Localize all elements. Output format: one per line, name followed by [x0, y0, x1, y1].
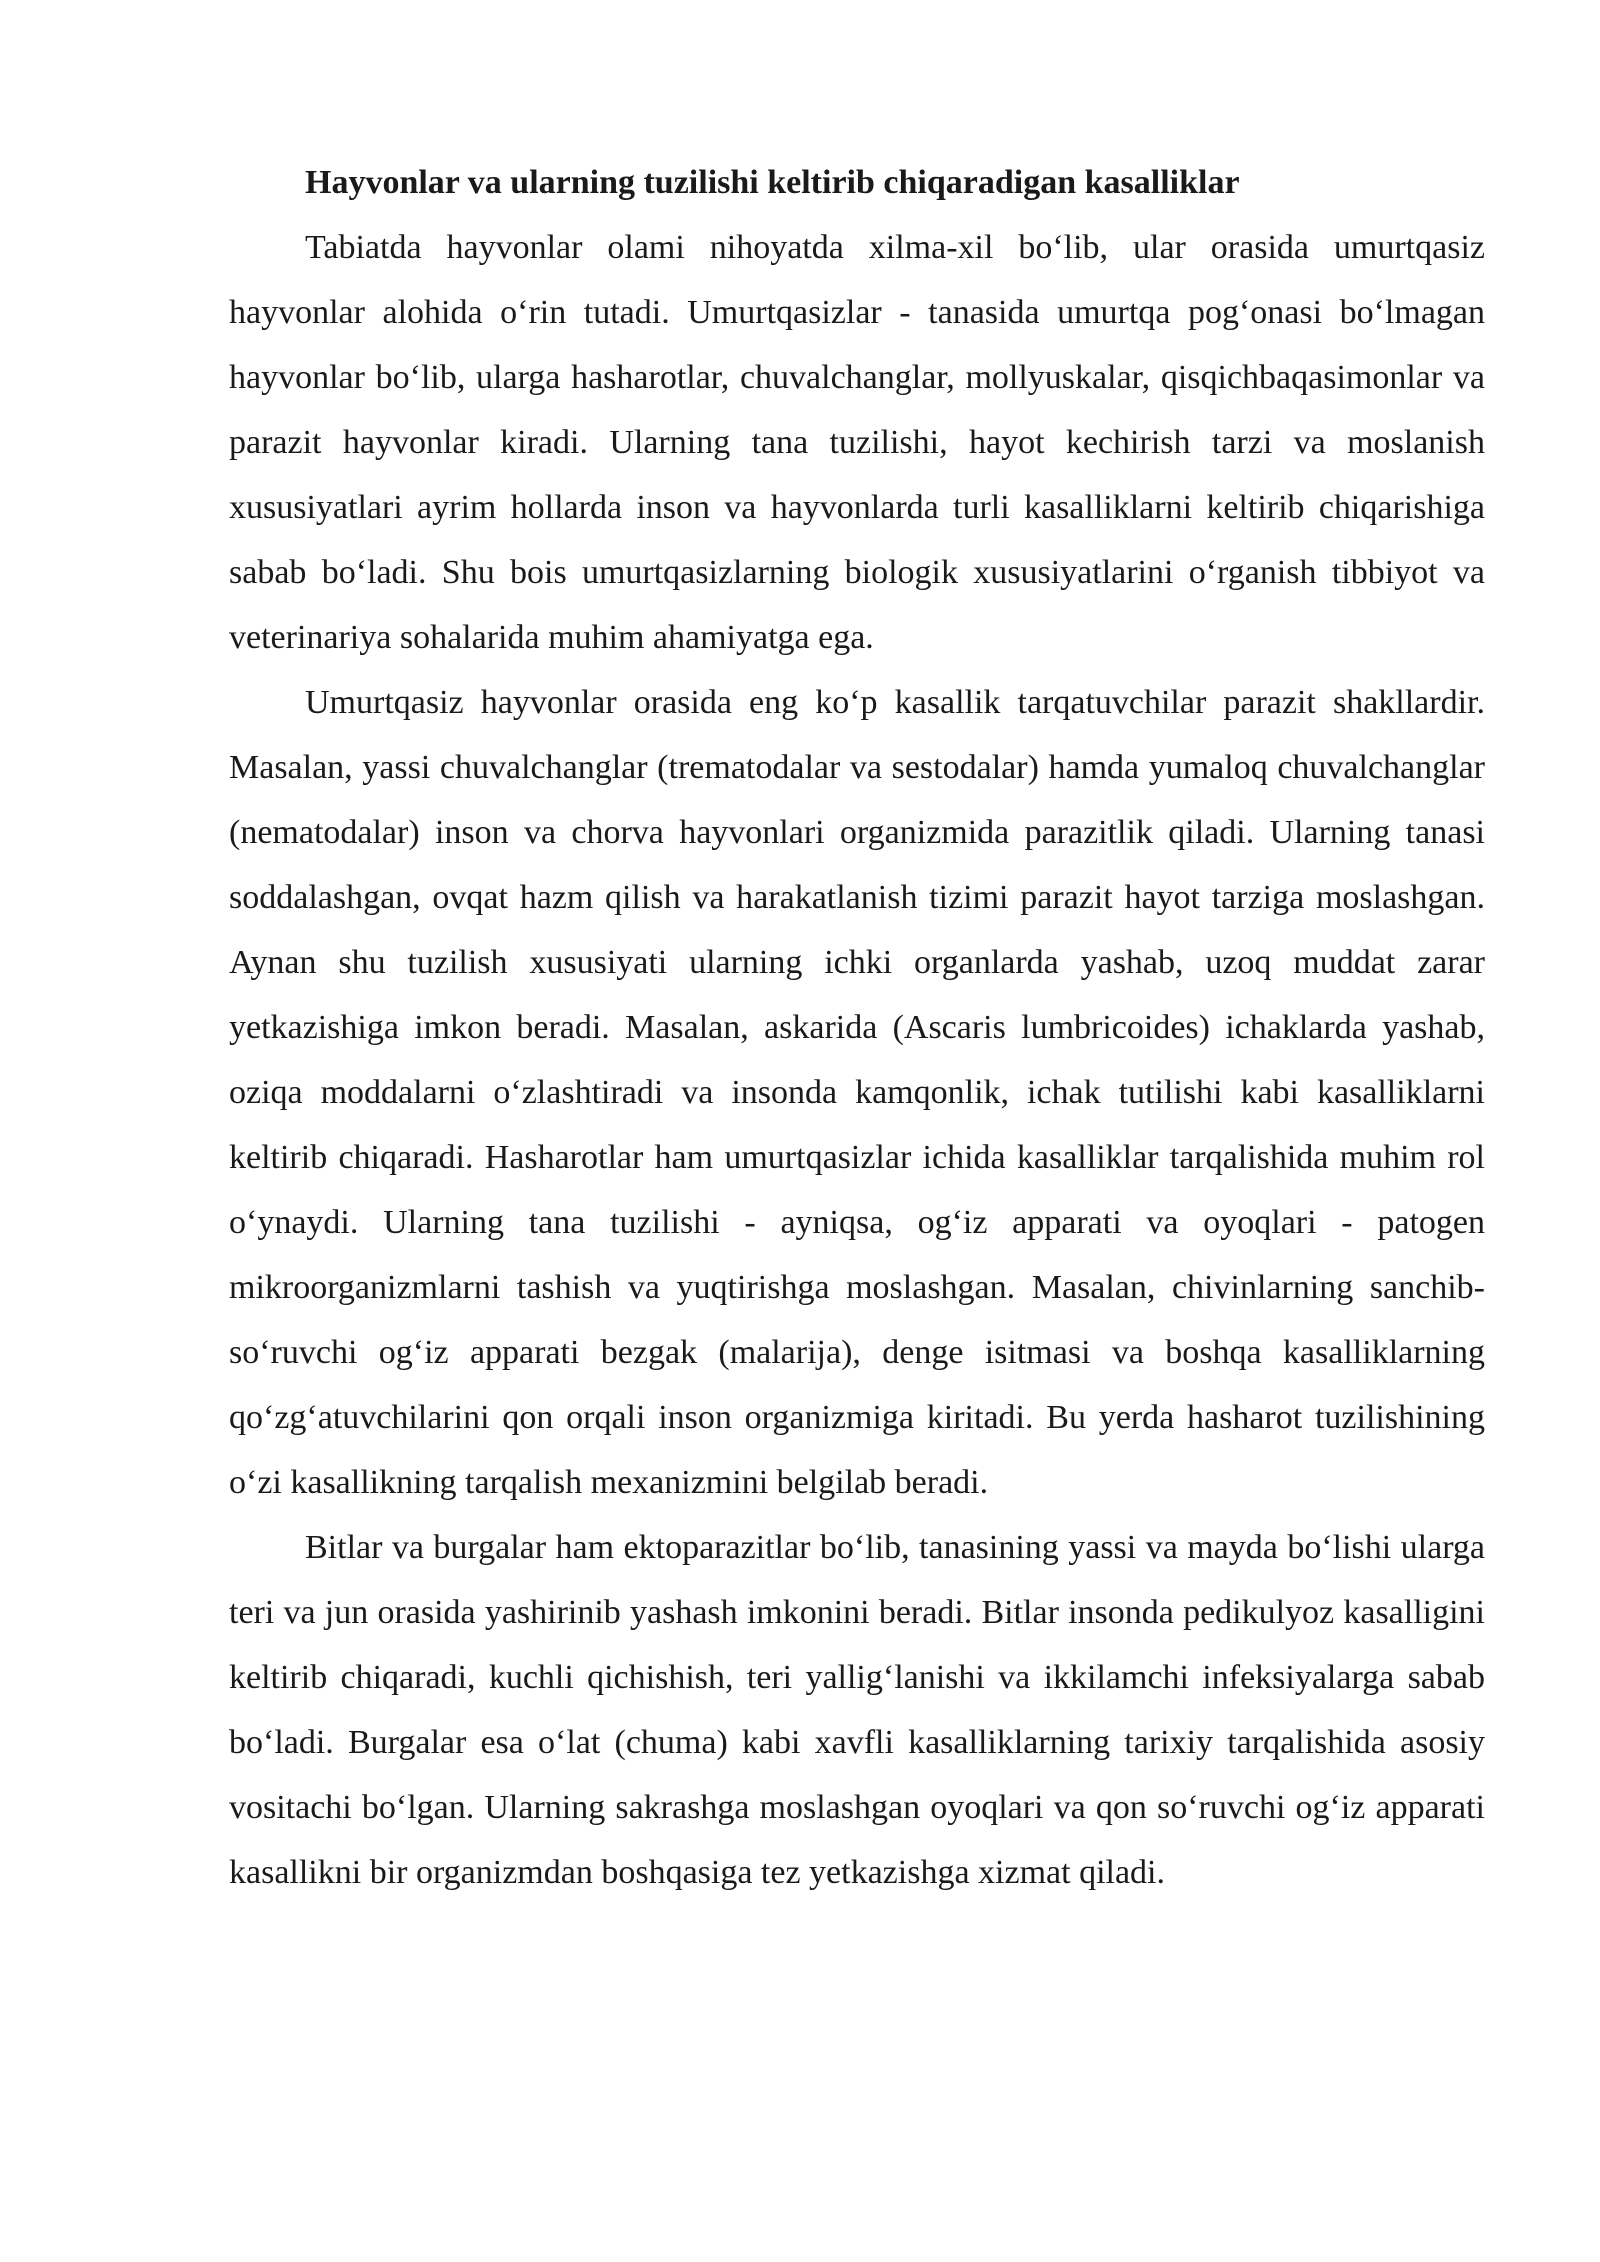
document-body	[229, 150, 1485, 1905]
paragraph-1: Tabiatda hayvonlar olami nihoyatda xilma-xil bo‘lib, ular orasida umurtqasiz hayvonlar alohida o‘rin tutadi. Umurtqasizlar - tanasida umurtqa pog‘onasi bo‘lmagan hayvonlar bo‘lib, ularga hasharotlar, chuvalchanglar, mollyuskalar, qisqichbaqasimonlar va parazit hayvonlar kiradi. Ularning tana tuzilishi, hayot kechirish tarzi va moslanish xususiyatlari ayrim hollarda inson va hayvonlarda turli kasalliklarni keltirib chiqarishiga sabab bo‘ladi. Shu bois umurtqasizlarning biologik xususiyatlarini o‘rganish tibbiyot va veterinariya sohalarida muhim ahamiyatga ega.	[229, 229, 1485, 656]
document-title: Hayvonlar va ularning tuzilishi keltirib chiqaradigan kasalliklar	[305, 164, 1240, 201]
paragraph-3: Bitlar va burgalar ham ektoparazitlar bo‘lib, tanasining yassi va mayda bo‘lishi ularga teri va jun orasida yashirinib yashash imkonini beradi. Bitlar insonda pedikulyoz kasalligini keltirib chiqaradi, kuchli qichishish, teri yallig‘lanishi va ikkilamchi infeksiyalarga sabab bo‘ladi. Burgalar esa o‘lat (chuma) kabi xavfli kasalliklarning tarixiy tarqalishida asosiy vositachi bo‘lgan. Ularning sakrashga moslashgan oyoqlari va qon so‘ruvchi og‘iz apparati kasallikni bir organizmdan boshqasiga tez yetkazishga xizmat qiladi.	[229, 1529, 1485, 1891]
paragraph-2: Umurtqasiz hayvonlar orasida eng ko‘p kasallik tarqatuvchilar parazit shakllardir. Masalan, yassi chuvalchanglar (trematodalar va sestodalar) hamda yumaloq chuvalchanglar (nematodalar) inson va chorva hayvonlari organizmida parazitlik qiladi. Ularning tanasi soddalashgan, ovqat hazm qilish va harakatlanish tizimi parazit hayot tarziga moslashgan. Aynan shu tuzilish xususiyati ularning ichki organlarda yashab, uzoq muddat zarar yetkazishiga imkon beradi. Masalan, askarida (Ascaris lumbricoides) ichaklarda yashab, oziqa moddalarni o‘zlashtiradi va insonda kamqonlik, ichak tutilishi kabi kasalliklarni keltirib chiqaradi. Hasharotlar ham umurtqasizlar ichida kasalliklar tarqalishida muhim rol o‘ynaydi. Ularning tana tuzilishi - ayniqsa, og‘iz apparati va oyoqlari - patogen mikroorganizmlarni tashish va yuqtirishga moslashgan. Masalan, chivinlarning sanchib-so‘ruvchi og‘iz apparati bezgak (malarija), denge isitmasi va boshqa kasalliklarning qo‘zg‘atuvchilarini qon orqali inson organizmiga kiritadi. Bu yerda hasharot tuzilishining o‘zi kasallikning tarqalish mexanizmini belgilab beradi.	[229, 684, 1485, 1501]
